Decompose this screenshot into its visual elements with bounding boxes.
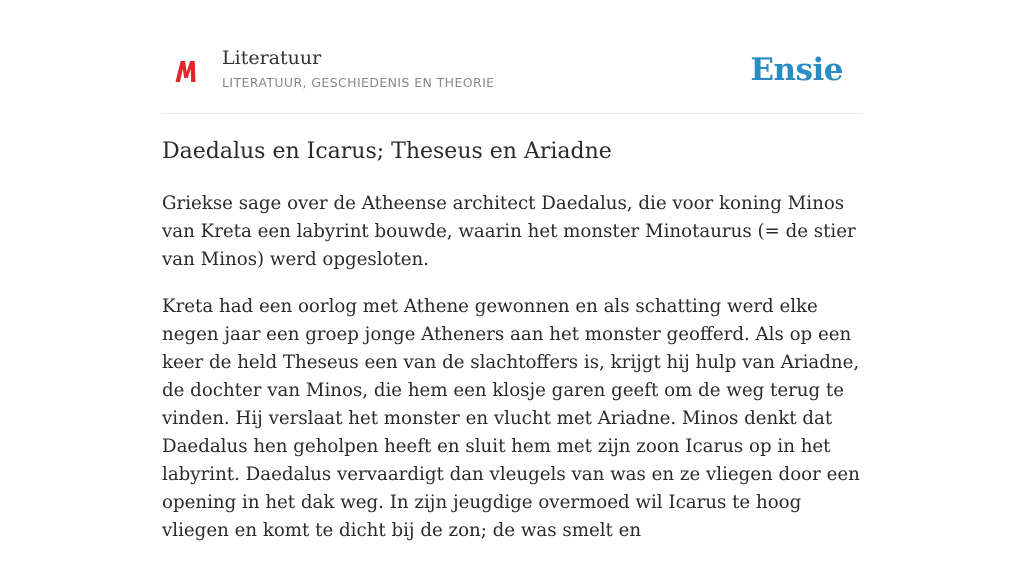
m-logo-icon[interactable] — [174, 58, 198, 84]
article-paragraph: Kreta had een oorlog met Athene gewonnen en als schatting werd elke negen jaar een groep jonge Atheners aan het monster geofferd. Als op een keer de held Theseus een van de slachtoffers is, krijgt hij hulp van Ariadne, de dochter van Minos, die hem een klosje garen geeft om de weg terug te vinden. Hij verslaat het monster en vlucht met Ariadne. Minos denkt dat Daedalus hen geholpen heeft en sluit hem met zijn zoon Icarus op in het labyrint. Daedalus vervaardigt dan vleugels van was en ze vliegen door een opening in het dak weg. In zijn jeugdige overmoed wil Icarus te hoog vliegen en komt te dicht bij de zon; de was smelt en — [162, 296, 860, 541]
article-paragraph: Griekse sage over de Atheense architect Daedalus, die voor koning Minos van Kreta een labyrint bouwde, waarin het monster Minotaurus (= de stier van Minos) werd opgesloten. — [162, 193, 856, 270]
article-body — [162, 190, 868, 564]
site-title[interactable]: Literatuur — [222, 47, 322, 69]
site-subtitle: LITERATUUR, GESCHIEDENIS EN THEORIE — [222, 75, 495, 90]
site-header — [162, 40, 862, 114]
article-title: Daedalus en Icarus; Theseus en Ariadne — [162, 139, 612, 164]
brand-logo[interactable]: Ensie — [750, 52, 843, 88]
